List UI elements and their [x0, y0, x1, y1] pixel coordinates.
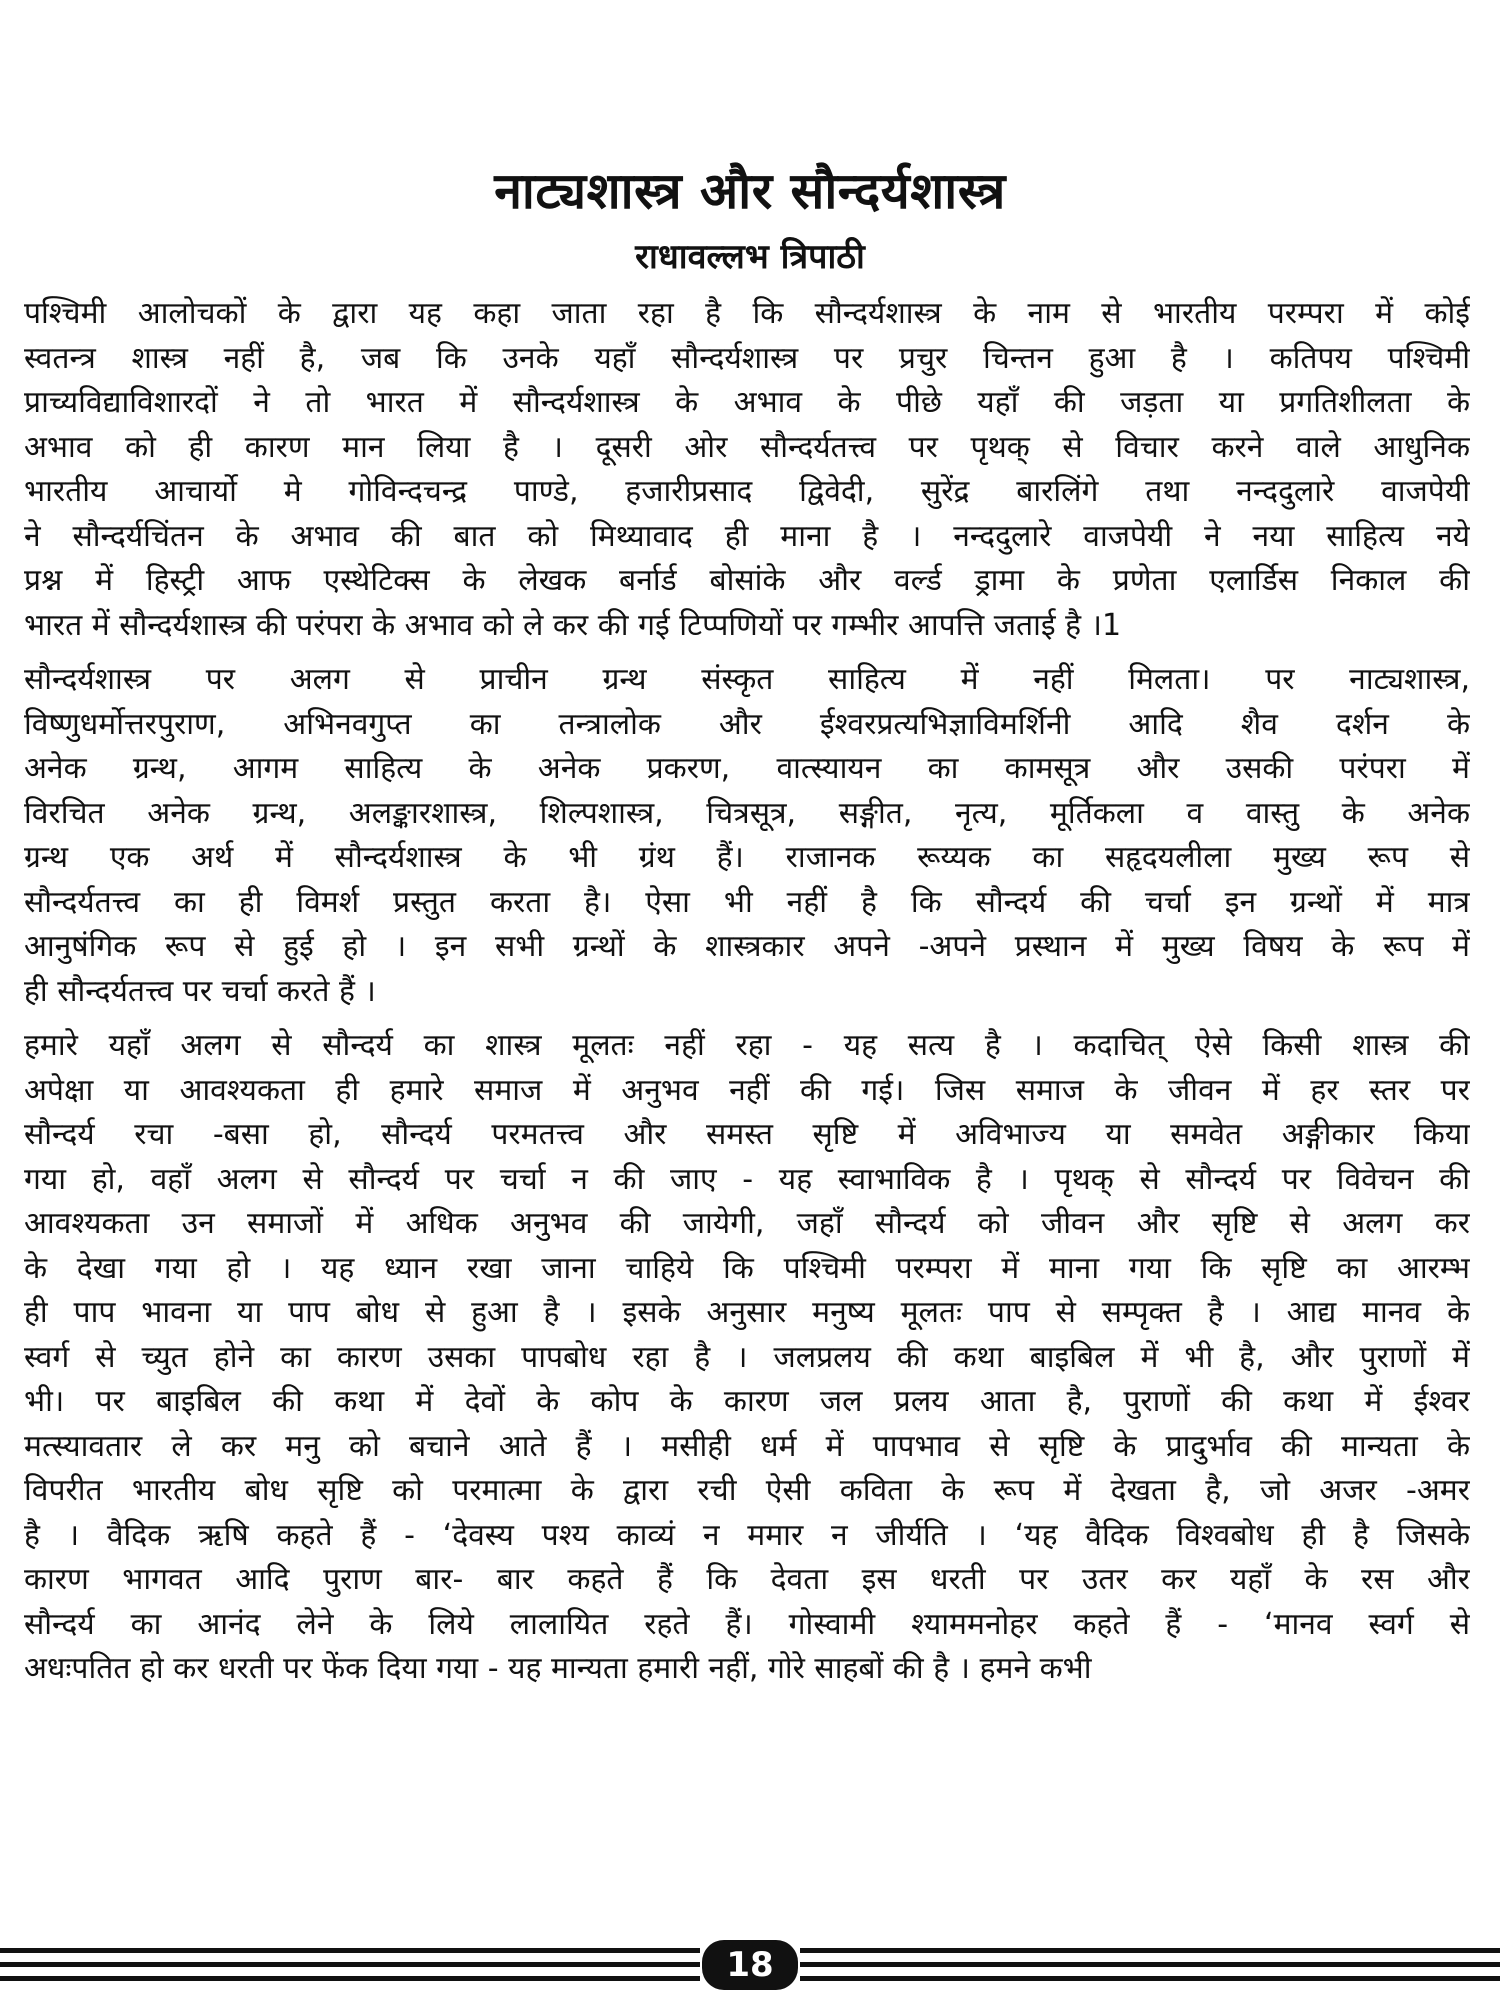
page-number: 18 — [702, 1940, 798, 1990]
text-line: आवश्यकता उन समाजों में अधिक अनुभव की जायेगी, जहाँ सौन्दर्य को जीवन और सृष्टि से अलग कर — [24, 1206, 1470, 1241]
footer-rule — [0, 1976, 700, 1981]
paragraph — [24, 292, 1470, 648]
text-line: विष्णुधर्मोत्तरपुराण, अभिनवगुप्त का तन्त्रालोक और ईश्वरप्रत्यभिज्ञाविमर्शिनी आदि शैव दर्शन के — [24, 706, 1470, 742]
text-line: अपेक्षा या आवश्यकता ही हमारे समाज में अनुभव नहीं की गई। जिस समाज के जीवन में हर स्तर पर — [24, 1072, 1470, 1108]
text-line: आनुषंगिक रूप से हुई हो । इन सभी ग्रन्थों के शास्त्रकार अपने -अपने प्रस्थान में मुख्य विषय के रूप में — [24, 929, 1470, 964]
text-line: अधःपतित हो कर धरती पर फेंक दिया गया - यह मान्यता हमारी नहीं, गोरे साहबों की है । हमने कभी — [24, 1651, 1092, 1686]
article-author: राधावल्लभ त्रिपाठी — [635, 237, 865, 277]
text-line: अनेक ग्रन्थ, आगम साहित्य के अनेक प्रकरण, वात्स्यायन का कामसूत्र और उसकी परंपरा में — [24, 751, 1470, 786]
text-line: ही सौन्दर्यतत्त्व पर चर्चा करते हैं । — [24, 973, 376, 1009]
text-line: स्वतन्त्र शास्त्र नहीं है, जब कि उनके यहाँ सौन्दर्यशास्त्र पर प्रचुर चिन्तन हुआ है । कतिपय पश्चिमी — [24, 340, 1470, 376]
text-line: विरचित अनेक ग्रन्थ, अलङ्कारशास्त्र, शिल्पशास्त्र, चित्रसूत्र, सङ्गीत, नृत्य, मूर्तिकला व वास्तु के अनेक — [24, 795, 1470, 831]
text-line: ग्रन्थ एक अर्थ में सौन्दर्यशास्त्र के भी ग्रंथ हैं। राजानक रूय्यक का सहृदयलीला मुख्य रूप से — [24, 840, 1470, 875]
text-line: मत्स्यावतार ले कर मनु को बचाने आते हैं । मसीही धर्म में पापभाव से सृष्टि के प्रादुर्भाव की मान्यता के — [24, 1428, 1470, 1464]
text-line: सौन्दर्यतत्त्व का ही विमर्श प्रस्तुत करता है। ऐसा भी नहीं है कि सौन्दर्य की चर्चा इन ग्रन्थों में मात्र — [24, 884, 1470, 920]
text-line: पश्चिमी आलोचकों के द्वारा यह कहा जाता रहा है कि सौन्दर्यशास्त्र के नाम से भारतीय परम्परा में कोई — [24, 296, 1470, 331]
page-footer — [0, 1940, 1500, 1990]
text-line: ने सौन्दर्यचिंतन के अभाव की बात को मिथ्यावाद ही माना है । नन्ददुलारे वाजपेयी ने नया साहित्य नये — [24, 518, 1470, 554]
footer-rule — [800, 1962, 1500, 1967]
text-line: प्राच्यविद्याविशारदों ने तो भारत में सौन्दर्यशास्त्र के अभाव के पीछे यहाँ की जड़ता या प्रगतिशीलता के — [24, 385, 1470, 420]
footer-rule — [800, 1976, 1500, 1981]
text-line: प्रश्न में हिस्ट्री आफ एस्थेटिक्स के लेखक बर्नार्ड बोसांके और वर्ल्ड ड्रामा के प्रणेता एलार्डिस निकाल की — [24, 563, 1470, 598]
footer-rule — [0, 1962, 700, 1967]
text-line: है । वैदिक ऋषि कहते हैं - ‘देवस्य पश्य काव्यं न ममार न जीर्यति । ‘यह वैदिक विश्वबोध ही है जिसके — [24, 1517, 1470, 1553]
text-line: स्वर्ग से च्युत होने का कारण उसका पापबोध रहा है । जलप्रलय की कथा बाइबिल में भी है, और पुराणों में — [24, 1339, 1470, 1375]
text-line: भारतीय आचार्यो मे गोविन्दचन्द्र पाण्डे, हजारीप्रसाद द्विवेदी, सुरेंद्र बारलिंगे तथा नन्ददुलारे वाजपेयी — [24, 474, 1470, 509]
text-line: सौन्दर्य रचा -बसा हो, सौन्दर्य परमतत्त्व और समस्त सृष्टि में अविभाज्य या समवेत अङ्गीकार किया — [24, 1117, 1470, 1152]
text-line: विपरीत भारतीय बोध सृष्टि को परमात्मा के द्वारा रची ऐसी कविता के रूप में देखता है, जो अजर -अमर — [24, 1473, 1470, 1508]
text-line: के देखा गया हो । यह ध्यान रखा जाना चाहिये कि पश्चिमी परम्परा में माना गया कि सृष्टि का आरम्भ — [24, 1250, 1470, 1286]
text-line: कारण भागवत आदि पुराण बार- बार कहते हैं कि देवता इस धरती पर उतर कर यहाँ के रस और — [24, 1562, 1470, 1597]
footer-rule — [800, 1948, 1500, 1953]
paragraph — [24, 658, 1470, 1014]
text-line: हमारे यहाँ अलग से सौन्दर्य का शास्त्र मूलतः नहीं रहा - यह सत्य है । कदाचित् ऐसे किसी शास्त्र की — [24, 1028, 1470, 1063]
text-line: अभाव को ही कारण मान लिया है । दूसरी ओर सौन्दर्यतत्त्व पर पृथक् से विचार करने वाले आधुनिक — [24, 429, 1470, 465]
paragraph — [24, 1024, 1470, 1692]
text-line: ही पाप भावना या पाप बोध से हुआ है । इसके अनुसार मनुष्य मूलतः पाप से सम्पृक्त है । आद्य मानव के — [24, 1295, 1470, 1330]
article-body — [24, 292, 1470, 1702]
text-line: सौन्दर्यशास्त्र पर अलग से प्राचीन ग्रन्थ संस्कृत साहित्य में नहीं मिलता। पर नाट्यशास्त्र, — [24, 662, 1470, 697]
text-line: भी। पर बाइबिल की कथा में देवों के कोप के कारण जल प्रलय आता है, पुराणों की कथा में ईश्वर — [24, 1384, 1470, 1419]
article-title: नाट्यशास्त्र और सौन्दर्यशास्त्र — [494, 162, 1006, 220]
text-line: सौन्दर्य का आनंद लेने के लिये लालायित रहते हैं। गोस्वामी श्याममनोहर कहते हैं - ‘मानव स्वर्ग से — [24, 1606, 1470, 1642]
text-line: भारत में सौन्दर्यशास्त्र की परंपरा के अभाव को ले कर की गई टिप्पणियों पर गम्भीर आपत्ति जताई है ।1 — [24, 607, 1122, 643]
footer-rule — [0, 1948, 700, 1953]
text-line: गया हो, वहाँ अलग से सौन्दर्य पर चर्चा न की जाए - यह स्वाभाविक है । पृथक् से सौन्दर्य पर विवेचन की — [24, 1161, 1470, 1197]
